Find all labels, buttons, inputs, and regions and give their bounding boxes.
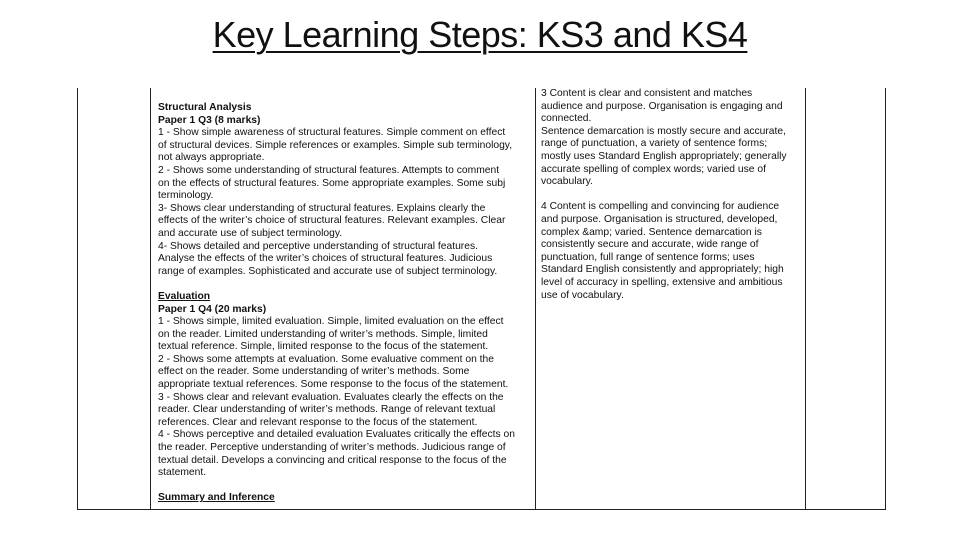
criteria-line: level of accuracy in spelling, extensive and ambitious — [541, 276, 783, 288]
criteria-line: of structural devices. Simple references or examples. Simple sub terminology, — [158, 139, 513, 151]
page-title: Key Learning Steps: KS3 and KS4 — [212, 14, 748, 55]
structural-heading: Structural Analysis — [158, 102, 252, 113]
criteria-line: range of examples. Sophisticated and accurate use of subject terminology. — [158, 265, 498, 277]
column-divider — [150, 88, 151, 509]
criteria-line: and accurate use of subject terminology. — [158, 227, 343, 239]
criteria-line: audience and purpose. Organisation is engaging and — [541, 100, 783, 112]
criteria-line: Analyse the effects of the writer’s choices of structural features. Judicious — [158, 253, 493, 265]
criteria-line: references. Clear and relevant response to the focus of the statement. — [158, 416, 478, 428]
criteria-line: appropriate textual references. Some response to the focus of the statement. — [158, 379, 509, 391]
reading-skills-cell — [158, 102, 515, 505]
criteria-line: use of vocabulary. — [541, 289, 624, 301]
column-divider — [535, 88, 536, 509]
criteria-line: punctuation, full range of sentence forms; uses — [541, 251, 755, 263]
learning-steps-table — [77, 88, 886, 510]
criteria-line: 4- Shows detailed and perceptive understanding of structural features. — [158, 240, 478, 252]
criteria-line: 1 - Shows simple, limited evaluation. Simple, limited evaluation on the effect — [158, 316, 504, 328]
criteria-line: range of punctuation, a variety of sentence forms; — [541, 138, 768, 150]
criteria-line: textual reference. Simple, limited response to the focus of the statement. — [158, 341, 489, 353]
criteria-line: the reader. Perceptive understanding of writer’s methods. Judicious range of — [158, 442, 506, 454]
structural-subheading: Paper 1 Q3 (8 marks) — [158, 114, 261, 126]
evaluation-subheading: Paper 1 Q4 (20 marks) — [158, 303, 267, 315]
criteria-line: accurate spelling of complex words; varied use of — [541, 163, 766, 175]
structural-criteria — [158, 127, 515, 278]
criteria-line: consistently secure and accurate, wide range of — [541, 239, 759, 251]
criteria-line: on the reader. Limited understanding of writer’s methods. Simple, limited — [158, 328, 488, 340]
criteria-line: terminology. — [158, 190, 214, 202]
writing-skills-cell — [541, 88, 787, 302]
criteria-line: effects of the writer’s choice of structural features. Relevant examples. Clear — [158, 215, 506, 227]
criteria-line: complex &amp; varied. Sentence demarcation is — [541, 226, 762, 238]
criteria-line: connected. — [541, 113, 592, 125]
summary-heading: Summary and Inference — [158, 492, 275, 504]
criteria-line: 3 - Shows clear and relevant evaluation. Evaluates clearly the effects on the — [158, 391, 504, 403]
criteria-line: 4 Content is compelling and convincing for audience — [541, 201, 780, 213]
criteria-line: Sentence demarcation is mostly secure and accurate, — [541, 125, 786, 137]
level-4-criteria — [541, 201, 787, 302]
criteria-line: 1 - Show simple awareness of structural features. Simple comment on effect — [158, 127, 506, 139]
criteria-line: on the effects of structural features. Some appropriate examples. Some subj — [158, 177, 506, 189]
column-divider — [805, 88, 806, 509]
criteria-line: 3- Shows clear understanding of structural features. Explains clearly the — [158, 202, 486, 214]
criteria-line: textual detail. Develops a convincing and critical response to the focus of the — [158, 454, 507, 466]
criteria-line: and purpose. Organisation is structured, developed, — [541, 213, 778, 225]
level-3-criteria — [541, 88, 787, 189]
criteria-line: reader. Clear understanding of writer’s methods. Range of relevant textual — [158, 404, 496, 416]
criteria-line: 2 - Shows some attempts at evaluation. Some evaluative comment on the — [158, 353, 494, 365]
criteria-line: mostly uses Standard English appropriately; generally — [541, 150, 787, 162]
criteria-line: statement. — [158, 467, 207, 479]
evaluation-heading: Evaluation — [158, 290, 211, 302]
criteria-line: 4 - Shows perceptive and detailed evaluation Evaluates critically the effects on — [158, 429, 515, 441]
evaluation-criteria — [158, 316, 515, 480]
criteria-line: effect on the reader. Some understanding of writer’s methods. Some — [158, 366, 470, 378]
criteria-line: Standard English consistently and appropriately; high — [541, 264, 784, 276]
criteria-line: 2 - Shows some understanding of structural features. Attempts to comment — [158, 164, 500, 176]
criteria-line: vocabulary. — [541, 176, 593, 188]
criteria-line: 3 Content is clear and consistent and matches — [541, 88, 753, 99]
criteria-line: not always appropriate. — [158, 152, 265, 164]
